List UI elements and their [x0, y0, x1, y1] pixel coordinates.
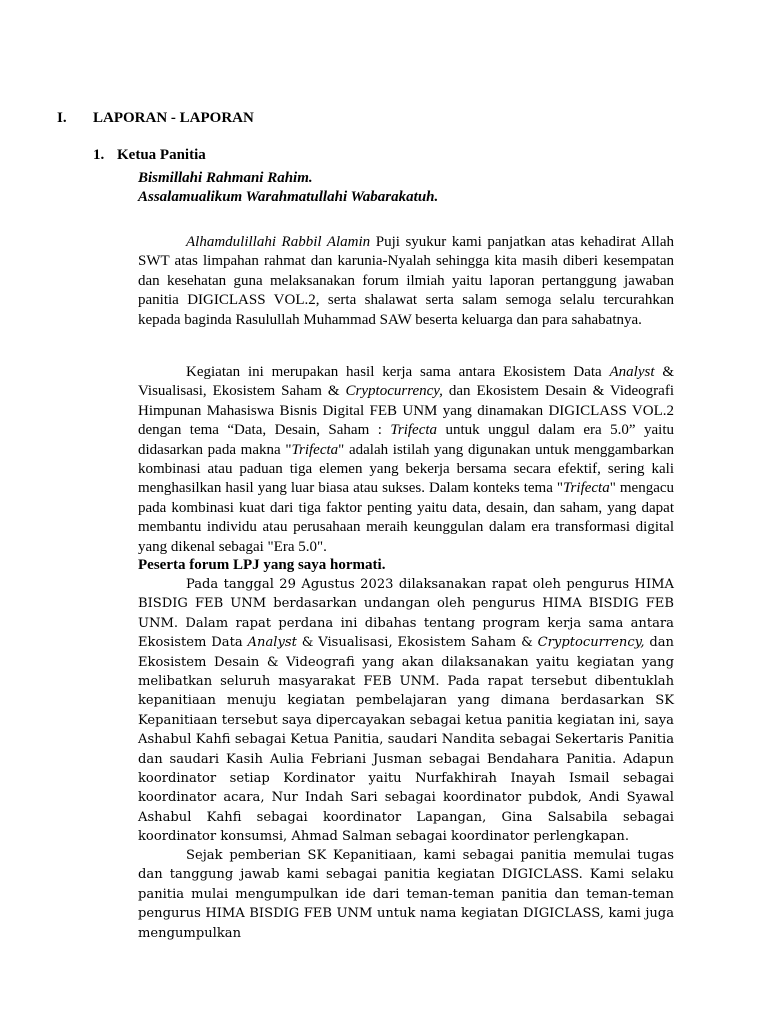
section-title: LAPORAN - LAPORAN	[93, 110, 254, 126]
p2-italic-1: Analyst	[609, 364, 655, 380]
section-heading	[57, 109, 254, 128]
paragraph-sk	[138, 846, 674, 943]
p1-italic: Alhamdulillahi Rabbil Alamin	[186, 234, 371, 250]
p2-text-5: " adalah istilah yang digunakan untuk menggambarkan kombinasi atau paduan tiga elemen yang bekerja bersama secara efektif, sering kali menghasilkan hasil yang luar biasa atau sukses. Dalam konteks tema "	[138, 441, 674, 497]
p2-text-6: " mengacu pada kombinasi kuat dari tiga faktor penting yaitu data, desain, dan saham, yang dapat membantu individu atau perusahaan meraih keunggulan dalam era transformasi digital yang dikenal sebagai "Era 5.0".	[138, 480, 675, 555]
p2-italic-5: Trifecta	[563, 480, 610, 497]
section-number: I.	[57, 110, 67, 126]
p1-text: Puji syukur kami panjatkan atas kehadirat Allah SWT atas limpahan rahmat dan karunia-Nyalah sehingga kita masih diberi kesempatan dan kesehatan guna melaksanakan forum ilmiah yaitu laporan pertanggung jawaban panitia DIGICLASS VOL.2, serta shalawat serta salam semoga selalu tercurahkan kepada baginda Rasulullah Muhammad SAW beserta keluarga dan para sahabatnya.	[138, 234, 674, 328]
subsection-heading	[93, 146, 206, 165]
greeting-block	[138, 169, 674, 208]
p3-text-2: & Visualisasi, Ekosistem Saham &	[296, 635, 538, 651]
greeting-line-1: Bismillahi Rahmani Rahim.	[138, 170, 313, 186]
p2-italic-2: Cryptocurrency,	[345, 383, 443, 400]
p2-text-1: Kegiatan ini merupakan hasil kerja sama antara Ekosistem Data	[186, 364, 610, 380]
paragraph-meeting	[138, 575, 674, 847]
paragraph-activity	[138, 363, 674, 557]
p3-italic-1: Analyst	[247, 635, 297, 651]
p2-text-3: dan Ekosistem Desain & Videografi Himpunan Mahasiswa Bisnis Digital FEB UNM yang dinamakan DIGICLASS VOL.2 dengan tema “Data, Desain, Saham :	[138, 383, 675, 439]
p2-text-4: untuk unggul dalam era 5.0” yaitu didasarkan pada makna "	[138, 422, 674, 458]
subheading-peserta: Peserta forum LPJ yang saya hormati.	[138, 557, 386, 573]
p2-italic-3: Trifecta	[390, 422, 438, 439]
p2-text-2: & Visualisasi, Ekosistem Saham &	[138, 364, 674, 400]
p4-text: Sejak pemberian SK Kepanitiaan, kami sebagai panitia memulai tugas dan tanggung jawab kami sebagai panitia kegiatan DIGICLASS. Kami selaku panitia mulai mengumpulkan ide dari teman-teman panitia dan teman-teman pengurus HIMA BISDIG FEB UNM untuk nama kegiatan DIGICLASS, kami juga mengumpulkan	[138, 848, 674, 941]
subsection-title: Ketua Panitia	[117, 147, 206, 163]
greeting-line-2: Assalamualikum Warahmatullahi Wabarakatuh.	[138, 189, 439, 206]
subsection-number: 1.	[93, 147, 105, 163]
p3-text-1: Pada tanggal 29 Agustus 2023 dilaksanakan rapat oleh pengurus HIMA BISDIG FEB UNM berdasarkan undangan oleh pengurus HIMA BISDIG FEB UNM. Dalam rapat perdana ini dibahas tentang program kerja sama antara Ekosistem Data	[138, 577, 674, 651]
p3-text-3: dan Ekosistem Desain & Videografi yang akan dilaksanakan yaitu kegiatan yang melibatkan seluruh masyarakat FEB UNM. Pada rapat tersebut dibentuklah kepanitiaan menuju kegiatan pembelajaran yang dimana berdasarkan SK Kepanitiaan tersebut saya dipercayakan sebagai ketua panitia kegiatan ini, saya Ashabul Kahfi sebagai Ketua Panitia, saudari Nandita sebagai Sekertaris Panitia dan saudari Kasih Aulia Febriani Jusman sebagai Bendahara Panitia. Adapun koordinator setiap Kordinator yaitu Nurfakhirah Inayah Ismail sebagai koordinator acara, Nur Indah Sari sebagai koordinator pubdok, Andi Syawal Ashabul Kahfi sebagai koordinator Lapangan, Gina Salsabila sebagai koordinator konsumsi, Ahmad Salman sebagai koordinator perlengkapan.	[138, 635, 674, 845]
p2-italic-4: Trifecta	[291, 441, 339, 458]
paragraph-opening	[138, 233, 674, 330]
p3-italic-2: Cryptocurrency,	[537, 635, 645, 651]
